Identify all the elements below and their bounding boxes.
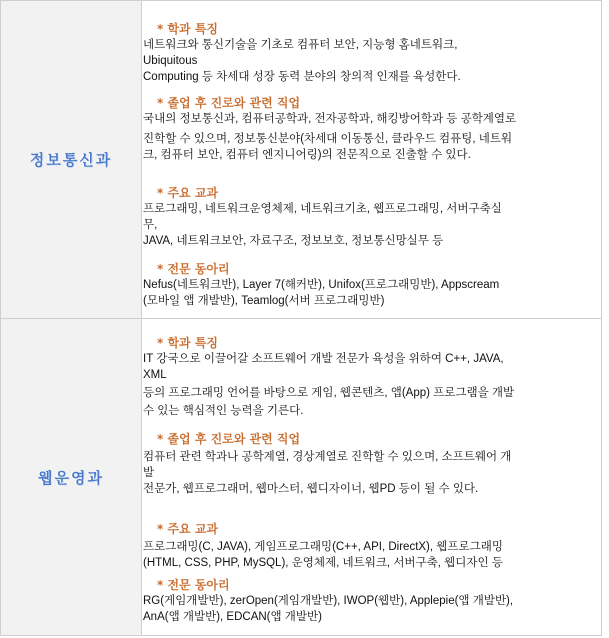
section-career — [143, 95, 603, 163]
section-line: 전문가, 웹프로그래머, 웹마스터, 웹디자이너, 웹PD 등이 될 수 있다. — [143, 483, 479, 495]
section-line: 프로그래밍(C, JAVA), 게임프로그래밍(C++, API, DirectX), 웹프로그래밍 — [143, 541, 503, 553]
department-row — [1, 319, 601, 635]
section-line: RG(게임개발반), zerOpen(게임개발반), IWOP(웹반), Applepie(앱 개발반), — [143, 595, 514, 607]
section-line: 컴퓨터 관련 학과나 공학계열, 경상계열로 진학할 수 있으며, 소프트웨어 개 — [143, 451, 512, 463]
section-features — [143, 335, 603, 419]
department-title: 웹운영과 — [38, 468, 104, 487]
section-line: 무, — [143, 219, 158, 231]
section-line: (모바일 앱 개발반), Teamlog(서버 프로그래밍반) — [143, 295, 385, 307]
section-features — [143, 21, 603, 85]
section-line: XML — [143, 369, 167, 381]
section-heading: * 주요 교과 — [157, 522, 218, 536]
section-line: 등의 프로그래밍 언어를 바탕으로 게임, 웹콘텐츠, 앱(App) 프로그램을 개발 — [143, 387, 515, 399]
section-heading: * 졸업 후 진로와 관련 직업 — [157, 432, 301, 446]
section-heading: * 졸업 후 진로와 관련 직업 — [157, 96, 301, 110]
section-line: 프로그래밍, 네트워크운영체제, 네트워크기초, 웹프로그래밍, 서버구축실 — [143, 203, 502, 215]
section-courses — [143, 521, 603, 571]
section-line: 크, 컴퓨터 보안, 컴퓨터 엔지니어링)의 전문직으로 진출할 수 있다. — [143, 149, 471, 161]
section-heading: * 학과 특징 — [157, 22, 218, 36]
section-line: Ubiquitous — [143, 55, 198, 67]
section-line: 진학할 수 있으며, 정보통신분야(차세대 이동통신, 클라우드 컴퓨팅, 네트워 — [143, 133, 513, 145]
section-clubs — [143, 261, 603, 309]
department-label-cell — [1, 1, 142, 318]
department-row — [1, 1, 601, 319]
department-content — [143, 1, 601, 318]
section-line: Nefus(네트워크반), Layer 7(해커반), Unifox(프로그래밍반), Appscream — [143, 279, 500, 291]
section-line: 발 — [143, 467, 155, 479]
department-label-cell — [1, 319, 142, 635]
section-line: JAVA, 네트워크보안, 자료구조, 정보보호, 정보통신망실무 등 — [143, 235, 444, 247]
section-heading: * 주요 교과 — [157, 186, 218, 200]
section-line: (HTML, CSS, PHP, MySQL), 운영체제, 네트워크, 서버구축, 웹디자인 등 — [143, 557, 503, 569]
section-line: AnA(앱 개발반), EDCAN(앱 개발반) — [143, 611, 322, 623]
department-title: 정보통신과 — [29, 151, 113, 169]
section-courses — [143, 185, 603, 249]
section-line: Computing 등 차세대 성장 동력 분야의 창의적 인재를 육성한다. — [143, 71, 461, 83]
section-heading: * 전문 동아리 — [157, 262, 230, 276]
department-content — [143, 319, 601, 635]
section-line: 국내의 정보통신과, 컴퓨터공학과, 전자공학과, 해킹방어학과 등 공학계열로 — [143, 113, 517, 125]
section-career — [143, 431, 603, 497]
section-line: IT 강국으로 이끌어갈 소프트웨어 개발 전문가 육성을 위하여 C++, JAVA, — [143, 353, 504, 365]
section-line: 수 있는 핵심적인 능력을 기른다. — [143, 405, 304, 417]
section-line: 네트워크와 통신기술을 기초로 컴퓨터 보안, 지능형 홈네트워크, — [143, 39, 458, 51]
section-clubs — [143, 577, 603, 625]
section-heading: * 전문 동아리 — [157, 578, 230, 592]
section-heading: * 학과 특징 — [157, 336, 218, 350]
